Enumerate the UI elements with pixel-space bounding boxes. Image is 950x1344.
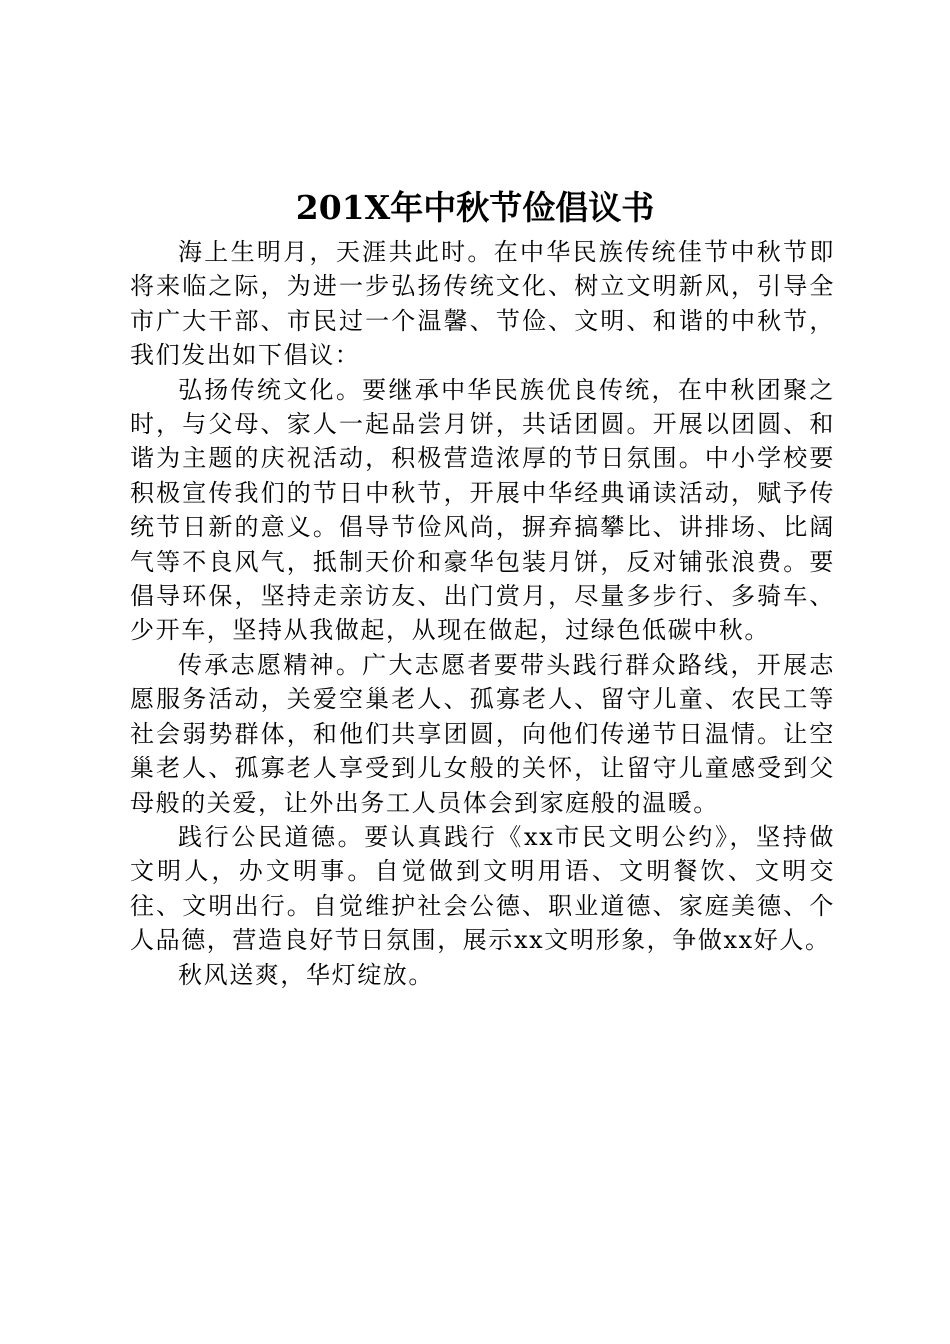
paragraph-volunteer: 传承志愿精神。广大志愿者要带头践行群众路线，开展志愿服务活动，关爱空巢老人、孤寡老人、留守儿童、农民工等社会弱势群体，和他们共享团圆，向他们传递节日温情。让空巢老人、孤寡老人享受到儿女般的关怀，让留守儿童感受到父母般的关爱，让外出务工人员体会到家庭般的温暖。	[130, 650, 835, 817]
document-body	[130, 235, 835, 992]
paragraph-morality: 践行公民道德。要认真践行《xx市民文明公约》，坚持做文明人，办文明事。自觉做到文明用语、文明餐饮、文明交往、文明出行。自觉维护社会公德、职业道德、家庭美德、个人品德，营造良好节日氛围，展示xx文明形象，争做xx好人。	[130, 822, 835, 955]
paragraph-closing: 秋风送爽，华灯绽放。	[178, 960, 434, 989]
document-title: 201X年中秋节俭倡议书	[295, 188, 655, 227]
paragraph-intro: 海上生明月，天涯共此时。在中华民族传统佳节中秋节即将来临之际，为进一步弘扬传统文化、树立文明新风，引导全市广大干部、市民过一个温馨、节俭、文明、和谐的中秋节，我们发出如下倡议：	[130, 238, 835, 370]
paragraph-tradition: 弘扬传统文化。要继承中华民族优良传统，在中秋团聚之时，与父母、家人一起品尝月饼，共话团圆。开展以团圆、和谐为主题的庆祝活动，积极营造浓厚的节日氛围。中小学校要积极宣传我们的节日中秋节，开展中华经典诵读活动，赋予传统节日新的意义。倡导节俭风尚，摒弃搞攀比、讲排场、比阔气等不良风气，抵制天价和豪华包装月饼，反对铺张浪费。要倡导环保，坚持走亲访友、出门赏月，尽量多步行、多骑车、少开车，坚持从我做起，从现在做起，过绿色低碳中秋。	[130, 375, 835, 645]
